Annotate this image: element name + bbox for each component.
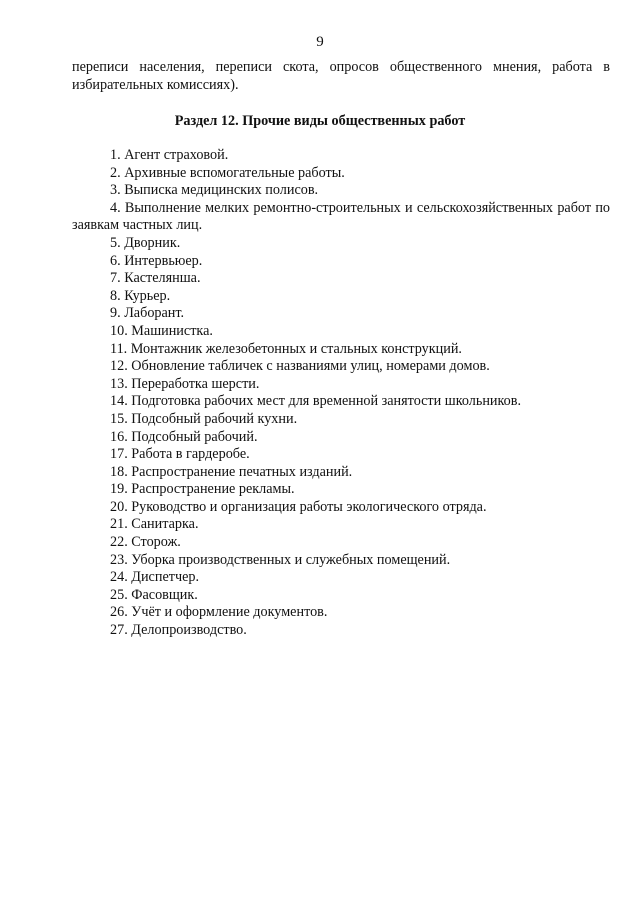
list-item: 20. Руководство и организация работы экологического отряда. — [110, 498, 487, 515]
list-item: 23. Уборка производственных и служебных помещений. — [110, 551, 451, 568]
list-item: 17. Работа в гардеробе. — [110, 446, 250, 463]
list-item: 27. Делопроизводство. — [110, 622, 247, 639]
list-item: 21. Санитарка. — [110, 516, 199, 533]
list-item: 22. Сторож. — [110, 534, 181, 551]
list-item: 6. Интервьюер. — [110, 252, 203, 269]
list-item: 25. Фасовщик. — [110, 586, 198, 603]
page-number: 9 — [316, 34, 324, 50]
list-item: 7. Кастелянша. — [110, 270, 201, 287]
list-item: 10. Машинистка. — [110, 322, 213, 339]
list-item: 26. Учёт и оформление документов. — [110, 604, 328, 621]
list-item: 4. Выполнение мелких ремонтно-строительных и сельскохозяйственных работ по заявкам частных лиц. — [72, 199, 610, 234]
list-item: 24. Диспетчер. — [110, 569, 200, 586]
list-item: 12. Обновление табличек с названиями улиц, номерами домов. — [110, 358, 490, 375]
list-item: 16. Подсобный рабочий. — [110, 428, 258, 445]
list-item: 1. Агент страховой. — [110, 147, 229, 163]
list-item: 9. Лаборант. — [110, 305, 185, 322]
list-item: 8. Курьер. — [110, 287, 171, 304]
intro-paragraph: переписи населения, переписи скота, опросов общественного мнения, работа в избирательных комиссиях). — [72, 59, 610, 93]
list-item: 13. Переработка шерсти. — [110, 375, 260, 392]
list-item: 18. Распространение печатных изданий. — [110, 463, 353, 480]
list-item: 2. Архивные вспомогательные работы. — [110, 164, 345, 181]
section-title: Раздел 12. Прочие виды общественных работ — [174, 113, 466, 129]
list-item: 19. Распространение рекламы. — [110, 481, 295, 498]
list-item: 11. Монтажник железобетонных и стальных конструкций. — [110, 340, 462, 357]
list-item: 5. Дворник. — [110, 234, 181, 251]
list-item: 3. Выписка медицинских полисов. — [110, 182, 319, 199]
work-types-list — [72, 147, 610, 640]
list-item: 14. Подготовка рабочих мест для временной занятости школьников. — [110, 393, 522, 410]
list-item: 15. Подсобный рабочий кухни. — [110, 410, 298, 427]
